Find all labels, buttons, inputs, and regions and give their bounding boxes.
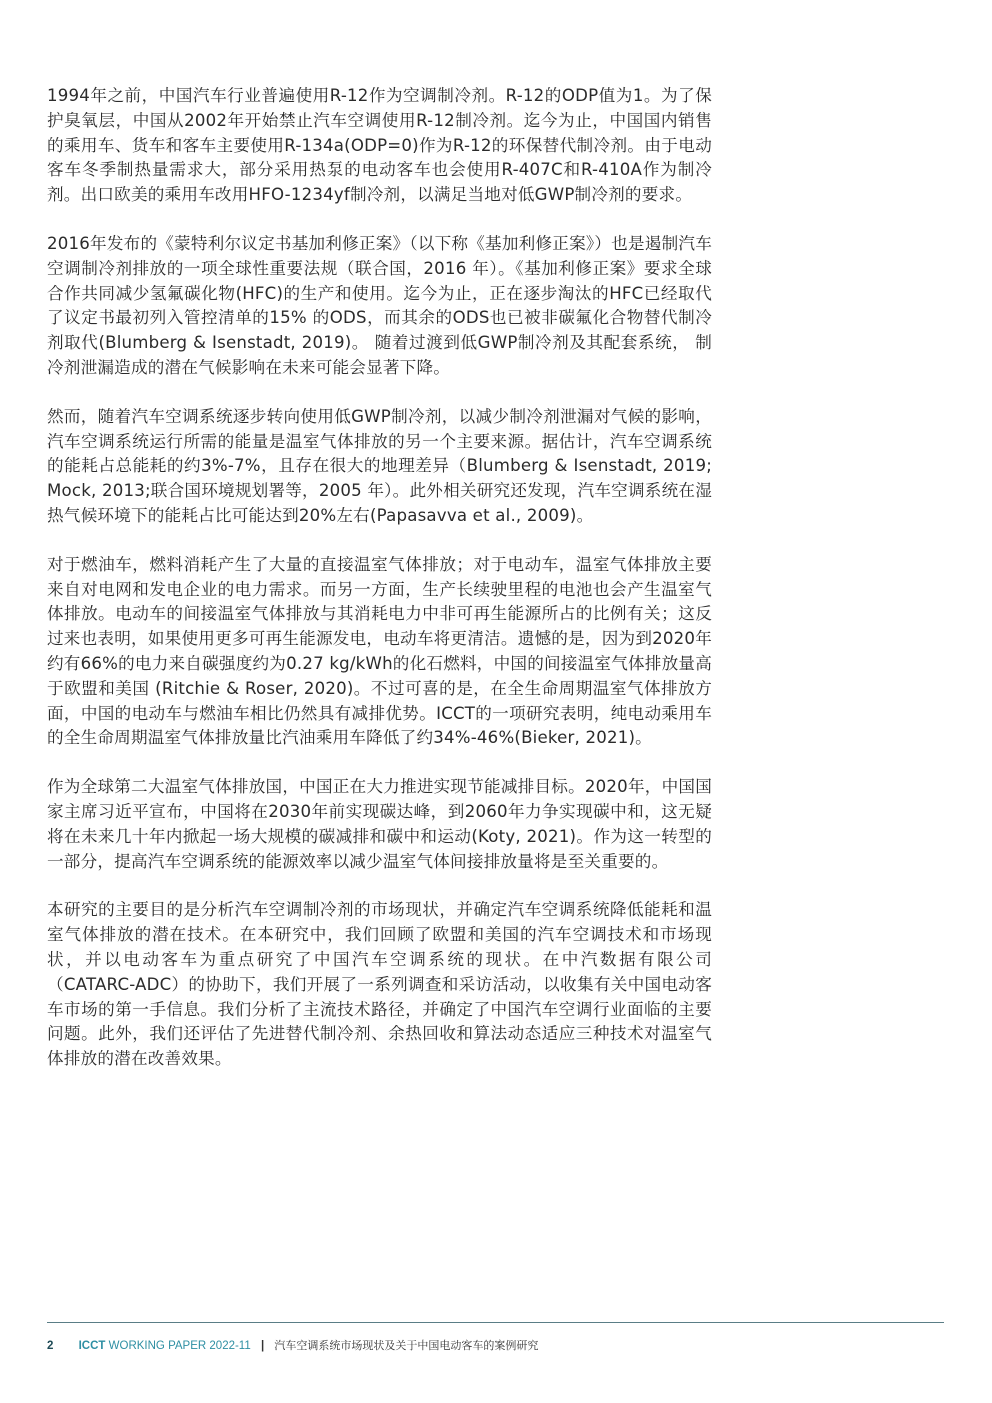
footer-separator: | <box>260 1340 265 1352</box>
paragraph-refrigerant-history: 1994年之前，中国汽车行业普遍使用R-12作为空调制冷剂。R-12的ODP值为1。为了保护臭氧层，中国从2002年开始禁止汽车空调使用R-12制冷剂。迄今为止，中国国内销售的乘用车、货车和客车主要使用R-134a(ODP=0)作为R-12的环保替代制冷剂。由于电动客车冬季制热量需求大，部分采用热泵的电动客车也会使用R-407C和R-410A作为制冷剂。出口欧美的乘用车改用HFO-1234yf制冷剂，以满足当地对低GWP制冷剂的要求。 <box>47 86 712 205</box>
paragraph-energy-consumption: 然而，随着汽车空调系统逐步转向使用低GWP制冷剂，以减少制冷剂泄漏对气候的影响，汽车空调系统运行所需的能量是温室气体排放的另一个主要来源。据估计，汽车空调系统的能耗占总能耗的约3%-7%，且存在很大的地理差异（Blumberg & Isenstadt, 2019; Mock, 2013;联合国环境规划署等，2005 年）。此外相关研究还发现，汽车空调系统在湿热气候环境下的能耗占比可能达到20%左右(Papasavva et al., 2009)。 <box>47 406 712 525</box>
main-body <box>47 84 712 1096</box>
page-number: 2 <box>47 1340 54 1352</box>
paragraph-kigali-amendment: 2016年发布的《蒙特利尔议定书基加利修正案》（以下称《基加利修正案》）也是遏制汽车空调制冷剂排放的一项全球性重要法规（联合国，2016 年）。《基加利修正案》要求全球合作共同减少氢氟碳化物(HFC)的生产和使用。迄今为止，正在逐步淘汰的HFC已经取代了议定书最初列入管控清单的15% 的ODS，而其余的ODS也已被非碳氟化合物替代制冷剂取代(Blumberg & Isenstadt, 2019)。 随着过渡到低GWP制冷剂及其配套系统， 制冷剂泄漏造成的潜在气候影响在未来可能会显著下降。 <box>47 233 712 377</box>
footer-brand: ICCT <box>78 1340 106 1352</box>
footer-series: WORKING PAPER 2022-11 <box>108 1340 251 1352</box>
paragraph-study-objective: 本研究的主要目的是分析汽车空调制冷剂的市场现状，并确定汽车空调系统降低能耗和温室气体排放的潜在技术。在本研究中，我们回顾了欧盟和美国的汽车空调技术和市场现状，并以电动客车为重点研究了中国汽车空调系统的现状。在中汽数据有限公司（CATARC-ADC）的协助下，我们开展了一系列调查和采访活动，以收集有关中国电动客车市场的第一手信息。我们分析了主流技术路径，并确定了中国汽车空调行业面临的主要问题。此外，我们还评估了先进替代制冷剂、余热回收和算法动态适应三种技术对温室气体排放的潜在改善效果。 <box>47 900 712 1069</box>
paragraph-carbon-neutrality: 作为全球第二大温室气体排放国，中国正在大力推进实现节能减排目标。2020年，中国国家主席习近平宣布，中国将在2030年前实现碳达峰，到2060年力争实现碳中和，这无疑将在未来几十年内掀起一场大规模的碳减排和碳中和运动(Koty, 2021)。作为这一转型的一部分，提高汽车空调系统的能源效率以减少温室气体间接排放量将是至关重要的。 <box>47 777 712 871</box>
paragraph-indirect-emissions: 对于燃油车，燃料消耗产生了大量的直接温室气体排放；对于电动车，温室气体排放主要来自对电网和发电企业的电力需求。而另一方面，生产长续驶里程的电池也会产生温室气体排放。电动车的间接温室气体排放与其消耗电力中非可再生能源所占的比例有关；这反过来也表明，如果使用更多可再生能源发电，电动车将更清洁。遗憾的是，因为到2020年约有66%的电力来自碳强度约为0.27 kg/kWh的化石燃料，中国的间接温室气体排放量高于欧盟和美国 (Ritchie & Roser, 2020)。不过可喜的是，在全生命周期温室气体排放方面，中国的电动车与燃油车相比仍然具有减排优势。ICCT的一项研究表明，纯电动乘用车的全生命周期温室气体排放量比汽油乘用车降低了约34%-46%(Bieker, 2021)。 <box>47 554 712 748</box>
footer-title: 汽车空调系统市场现状及关于中国电动客车的案例研究 <box>274 1339 539 1352</box>
footer-divider <box>47 1322 944 1323</box>
page-footer <box>47 1339 538 1353</box>
